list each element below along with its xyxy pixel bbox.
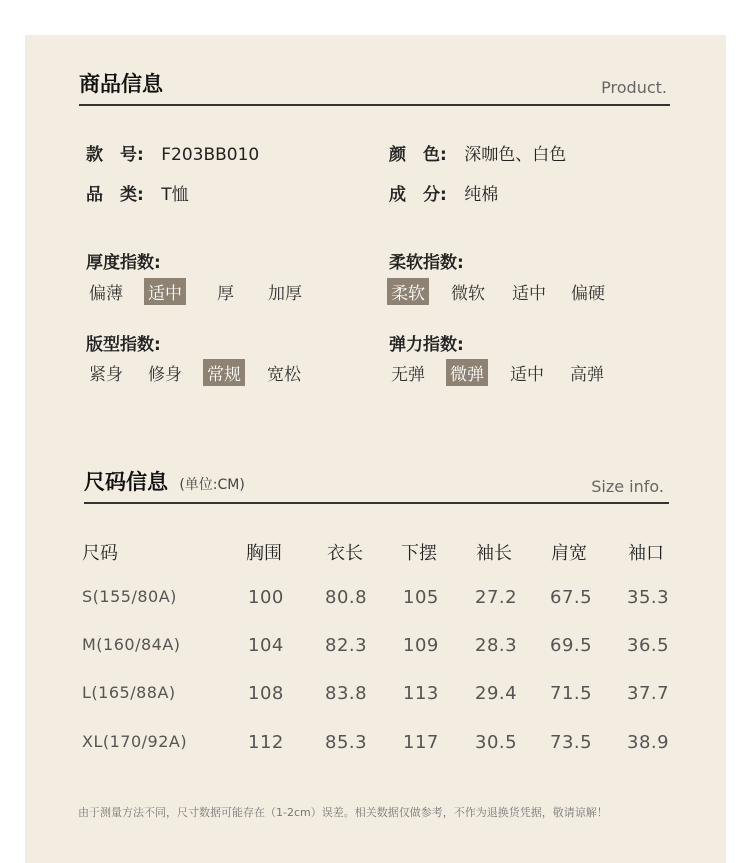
measurement-note: 由于测量方法不同，尺寸数据可能存在（1-2cm）误差。相关数据仅做参考，不作为退换货凭据，敬请谅解！: [78, 806, 608, 819]
fit-option: 紧身: [89, 365, 123, 385]
size-info-title: 尺码信息: [84, 470, 168, 494]
color-label: 颜 色:: [389, 145, 447, 165]
size-unit: (单位:CM): [179, 477, 245, 493]
table-cell-size: M(160/84A): [82, 635, 181, 654]
fit-option: 宽松: [267, 365, 301, 385]
table-cell-size: L(165/88A): [82, 683, 176, 702]
table-cell: 27.2: [475, 587, 518, 608]
material-row: [389, 180, 498, 205]
softness-option: 适中: [512, 284, 546, 304]
table-cell: 73.5: [550, 732, 593, 753]
hem-header: 下摆: [401, 543, 437, 564]
product-info-title: 商品信息: [79, 72, 163, 96]
sleeve-length-header: 袖长: [476, 543, 512, 564]
table-cell: 80.8: [325, 587, 368, 608]
softness-option: 偏硬: [571, 284, 605, 304]
shoulder-header: 肩宽: [551, 543, 587, 564]
fit-title: 版型指数:: [86, 335, 161, 355]
product-info-header: [79, 68, 670, 108]
table-cell: 67.5: [550, 587, 593, 608]
table-cell: 100: [248, 587, 284, 608]
elasticity-option-selected: 微弹: [446, 359, 488, 386]
elasticity-option: 高弹: [570, 365, 604, 385]
table-cell: 109: [403, 635, 439, 656]
table-cell: 113: [403, 683, 439, 704]
material-label: 成 分:: [389, 185, 447, 205]
thickness-option: 厚: [217, 284, 234, 304]
table-cell: 29.4: [475, 683, 518, 704]
size-header: 尺码: [82, 543, 118, 564]
thickness-option: 加厚: [268, 284, 302, 304]
style-no-value: F203BB010: [161, 145, 260, 165]
category-value: T恤: [161, 185, 189, 205]
table-cell-size: XL(170/92A): [82, 732, 188, 751]
size-info-title-group: [84, 466, 245, 496]
softness-title: 柔软指数:: [389, 253, 464, 273]
size-info-header: [84, 466, 669, 506]
table-cell: 37.7: [627, 683, 670, 704]
category-label: 品 类:: [86, 185, 144, 205]
product-info-eng: Product.: [601, 78, 667, 97]
table-cell: 83.8: [325, 683, 368, 704]
cuff-header: 袖口: [628, 543, 664, 564]
table-cell: 85.3: [325, 732, 368, 753]
divider: [79, 104, 670, 106]
elasticity-title: 弹力指数:: [389, 335, 464, 355]
table-cell: 104: [248, 635, 284, 656]
style-no-label: 款 号:: [86, 145, 144, 165]
elasticity-option: 无弹: [391, 365, 425, 385]
softness-option-selected: 柔软: [387, 278, 429, 305]
size-info-eng: Size info.: [591, 477, 664, 496]
fit-option: 修身: [148, 365, 182, 385]
fit-option-selected: 常规: [203, 359, 245, 386]
table-cell: 69.5: [550, 635, 593, 656]
material-value: 纯棉: [464, 185, 499, 205]
chest-header: 胸围: [246, 543, 282, 564]
length-header: 衣长: [327, 543, 363, 564]
style-no-row: [86, 140, 259, 165]
elasticity-option: 适中: [510, 365, 544, 385]
color-value: 深咖色、白色: [464, 145, 567, 165]
softness-option: 微软: [451, 284, 485, 304]
table-cell-size: S(155/80A): [82, 587, 177, 606]
thickness-title: 厚度指数:: [86, 253, 161, 273]
thickness-option: 偏薄: [89, 284, 123, 304]
table-cell: 117: [403, 732, 439, 753]
table-cell: 108: [248, 683, 284, 704]
table-cell: 112: [248, 732, 284, 753]
divider: [84, 502, 669, 504]
category-row: [86, 180, 189, 205]
table-cell: 30.5: [475, 732, 518, 753]
table-cell: 105: [403, 587, 439, 608]
table-cell: 36.5: [627, 635, 670, 656]
thickness-option-selected: 适中: [144, 278, 186, 305]
table-cell: 35.3: [627, 587, 670, 608]
table-cell: 28.3: [475, 635, 518, 656]
table-cell: 38.9: [627, 732, 670, 753]
table-cell: 82.3: [325, 635, 368, 656]
table-cell: 71.5: [550, 683, 593, 704]
color-row: [389, 140, 566, 165]
